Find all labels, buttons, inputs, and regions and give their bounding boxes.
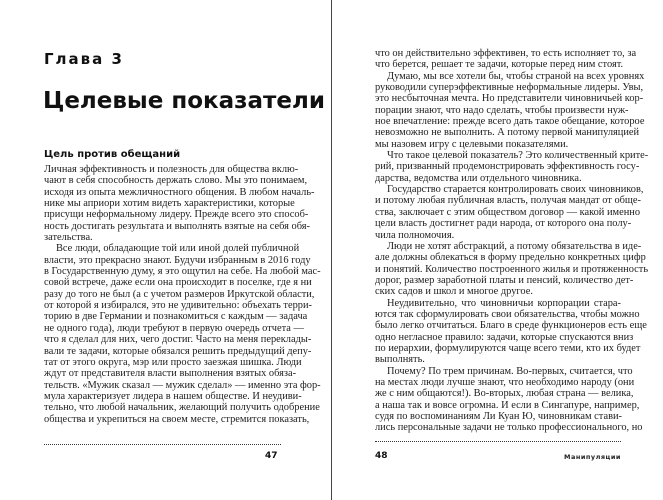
paragraph: [375, 150, 649, 184]
text-line: Все люди, обладающие той или иной долей публичной: [56, 243, 300, 255]
paragraph: [44, 243, 321, 425]
text-line: Что такое целевой показатель? Это количественный крите-: [387, 150, 649, 162]
text-line: власти, это прекрасно знают. Будучи избранным в 2016 году: [44, 254, 311, 266]
paragraph: [375, 48, 637, 71]
footer-divider: [44, 444, 281, 445]
paragraph: [375, 365, 643, 434]
text-line: Почему? По трем причинам. Во-первых, считается, что: [387, 365, 633, 377]
text-line: торию в две Германии и познакомиться с каждым — задача: [44, 311, 308, 323]
text-line: и потому любая публичная власть, получая мандат от обще-: [375, 195, 641, 207]
text-line: вали те задачи, которые обязался решить предыдущий депу-: [44, 345, 312, 357]
text-line: дорог, размер заработной платы и пенсий, количество дет-: [375, 274, 634, 286]
text-line: что я сделал для них, чего достиг. Часто на меня переклады-: [44, 334, 312, 346]
text-line: тат от этого округа, мэр или просто заезжая шишка. Люди: [44, 356, 302, 368]
paragraph: [375, 184, 644, 241]
text-line: ются так сформулировать свои обязательства, чтобы можно: [375, 308, 640, 320]
text-line: ждут от представителя власти выполнения взятых обяза-: [44, 368, 297, 380]
text-line: тельно, что любой начальник, желающий получить одобрение: [44, 402, 320, 414]
text-line: судя по воспоминаниям Ли Куан Ю, чиновникам стави-: [375, 411, 622, 422]
text-line: и понятий. Количество построенного жилья и протяженность: [375, 263, 649, 275]
paragraph: [44, 164, 315, 244]
text-line: тельств. «Мужик сказал — мужик сделал» — именно эта фор-: [44, 379, 321, 391]
text-line: на местах люди лучше знают, что необходимо народу (они: [375, 376, 635, 388]
chapter-title: Целевые показатели: [43, 88, 325, 114]
text-line: а наша так и вовсе огромна. И если в Сингапуре, например,: [375, 399, 640, 411]
text-line: ства, заключает с этим обществом договор — какой именно: [375, 206, 641, 218]
text-line: совой встрече, даже если она происходит в поселке, где я ни: [44, 277, 312, 289]
text-line: общества и укрепиться на своем месте, стремится показать,: [44, 413, 310, 425]
text-line: по иерархии, формулируются чаще всего теми, кто их будет: [375, 342, 641, 354]
text-line: одно негласное правило: задачи, которые спускаются вниз: [375, 331, 634, 343]
text-line: что берется, решает те задачи, которые перед ним стоят.: [375, 59, 624, 71]
text-line: присущи неформальному лидеру. Прежде всего это способ-: [44, 209, 309, 221]
paragraph: [375, 297, 647, 366]
text-line: Люди не хотят абстракций, а потому обязательства в иде-: [387, 240, 642, 252]
text-line: дарства, ведомства или отдельного чиновника.: [375, 172, 582, 184]
text-line: ских садов и школ и многое другое.: [375, 286, 533, 298]
text-line: рий, призванный продемонстрировать эффективность госу-: [375, 161, 640, 173]
text-line: Думаю, мы все хотели бы, чтобы страной на всех уровнях: [387, 70, 645, 82]
text-line: нике мы априори хотим видеть характеристики, которые: [44, 198, 295, 210]
text-line: цели власть достигнет ради народа, от которого она полу-: [375, 218, 632, 230]
text-line: але должны облекаться в форму предельно конкретных цифр: [375, 252, 646, 264]
page-number: 47: [265, 451, 278, 461]
right-page: [331, 0, 663, 500]
text-line: что он действительно эффективен, то есть исполняет то, за: [375, 48, 637, 59]
text-line: не одного года), люди требуют в первую очередь отчета —: [44, 322, 304, 334]
text-line: это несбыточная мечта. Но представители чиновничьей кор-: [375, 93, 644, 105]
text-line: ное впечатление: прежде всего дать такое обещание, которое: [375, 116, 645, 128]
text-line: Личная эффективность и полезность для общества вклю-: [44, 164, 299, 175]
text-line: было легко отчитаться. Благо в среде функционеров есть еще: [375, 320, 647, 332]
text-line: в Государственную думу, я это ощутил на себе. На любой мас-: [44, 266, 321, 278]
text-line: ность достигать результата и выполнять взятые на себя обя-: [44, 220, 310, 232]
running-head: Манипуляции: [564, 453, 621, 461]
paragraph: [375, 70, 645, 150]
text-line: руководили суперэффективные неформальные лидеры. Увы,: [375, 82, 644, 94]
page-number: 48: [375, 451, 388, 461]
chapter-label: Глава 3: [44, 50, 124, 68]
text-line: мы назовем игру с целевыми показателями.: [375, 138, 569, 150]
text-line: зательства.: [44, 232, 93, 244]
text-line: лись персональные задачи не только профессионального, но: [375, 422, 643, 434]
text-line: же с ним общаются!). Во-вторых, любая страна — велика,: [375, 388, 634, 400]
text-line: от которой я избирался, это не удивительно: объехать терри-: [44, 300, 312, 312]
body-text: [375, 48, 649, 434]
text-line: Неудивительно, что чиновничьи корпорации стара-: [387, 297, 621, 309]
text-line: порации знают, что надо сделать, чтобы произвести нуж-: [375, 104, 629, 116]
text-line: чила полномочия.: [375, 229, 455, 241]
text-line: выполнять.: [375, 354, 425, 366]
text-line: мула характеризует лидера в нашем обществе. И неудиви-: [44, 390, 302, 402]
text-line: невозможно не выполнить. А потому первой манипуляцией: [375, 127, 640, 139]
body-text: [44, 164, 321, 425]
text-line: чают в себя способность держать слово. Мы это понимаем,: [44, 175, 308, 187]
text-line: разу до того не был (а с учетом размеров Иркутской области,: [44, 288, 315, 300]
paragraph: [375, 240, 649, 298]
left-page: [0, 0, 331, 500]
text-line: исходя из опыта межличностного общения. В любом началь-: [44, 186, 315, 198]
section-heading: Цель против обещаний: [44, 149, 181, 160]
footer-divider: [375, 441, 621, 442]
text-line: Государство старается контролировать своих чиновников,: [387, 184, 644, 196]
